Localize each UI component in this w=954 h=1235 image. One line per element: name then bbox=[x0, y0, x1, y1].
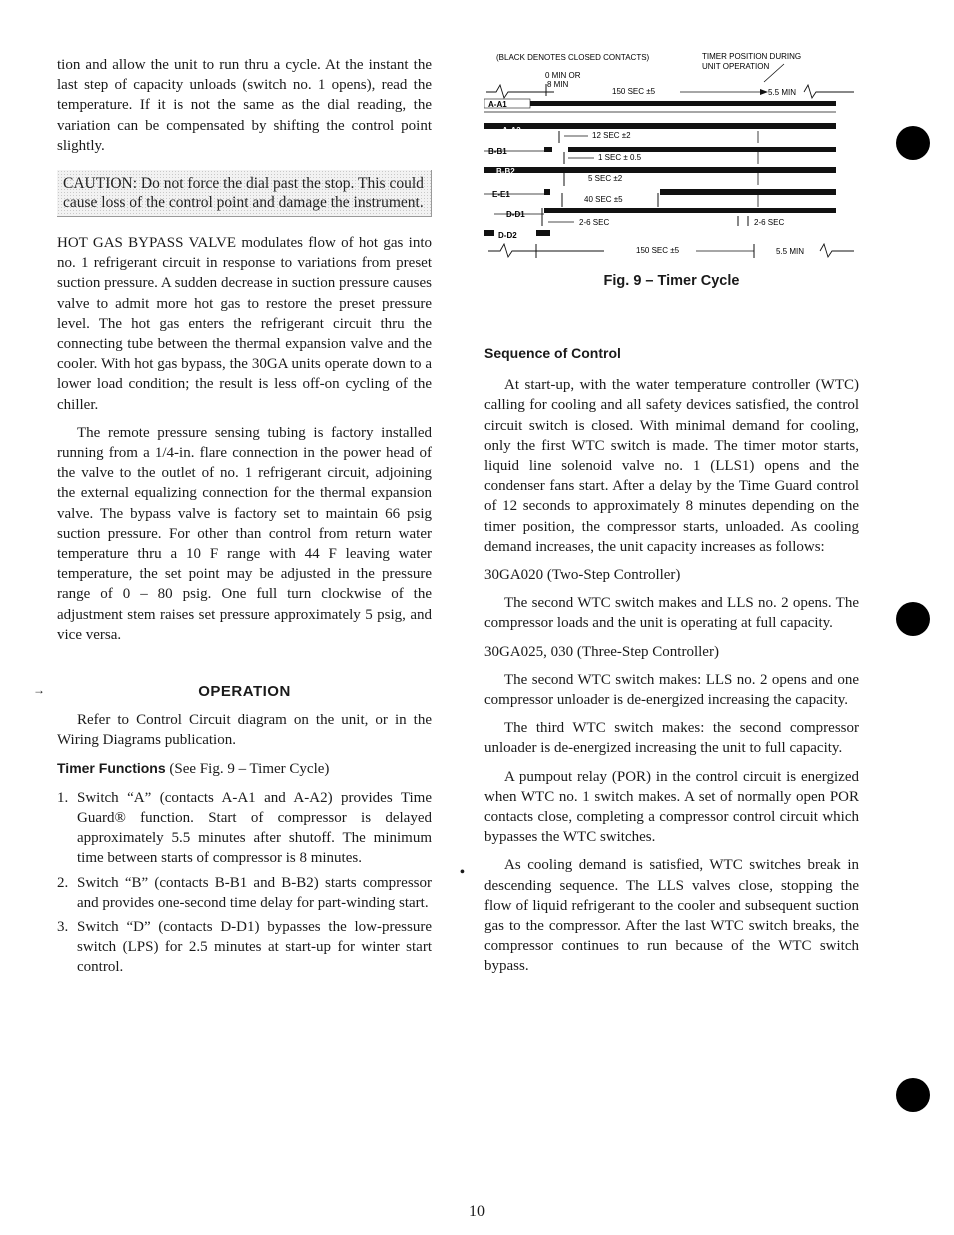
row-label-a-a2: A-A2 bbox=[502, 126, 521, 135]
refer-paragraph: Refer to Control Circuit diagram on the unit, or in the Wiring Diagrams publication. bbox=[57, 712, 432, 749]
timer-position-label-2: UNIT OPERATION bbox=[702, 62, 770, 71]
timer-cycle-diagram bbox=[484, 48, 864, 263]
d-d1-duration-right: 2-6 SEC bbox=[754, 218, 785, 227]
timer-functions-list bbox=[57, 788, 432, 978]
revision-arrow-icon: → bbox=[33, 683, 46, 698]
operation-heading bbox=[33, 683, 432, 701]
model-b-heading: 30GA025, 030 (Three-Step Controller) bbox=[484, 643, 719, 660]
model-a-heading: 30GA020 (Two-Step Controller) bbox=[484, 567, 681, 584]
model-b-paragraph-2: The third WTC switch makes: the second compressor unloader is de-energized increasing the unit to full capacity. bbox=[484, 720, 859, 757]
punch-hole-icon bbox=[896, 126, 930, 160]
punch-hole-icon bbox=[896, 1078, 930, 1112]
page-number: 10 bbox=[469, 1203, 485, 1220]
row-label-e-e1: E-E1 bbox=[492, 190, 510, 199]
revision-bullet-icon: • bbox=[460, 865, 465, 880]
row-label-d-d1: D-D1 bbox=[506, 210, 525, 219]
d-d1-duration: 2-6 SEC bbox=[579, 218, 610, 227]
punch-hole-icon bbox=[896, 602, 930, 636]
diagram-legend: (BLACK DENOTES CLOSED CONTACTS) bbox=[496, 53, 650, 62]
figure-caption: Fig. 9 – Timer Cycle bbox=[603, 273, 740, 289]
list-item: 1. Switch “A” (contacts A-A1 and A-A2) provides Time Guard® function. Start of compressor is delayed approximately 5.5 minutes after shutoff. The minimum time between starts of compressor is 8 minutes. bbox=[57, 789, 432, 867]
hot-gas-paragraph: HOT GAS BYPASS VALVE modulates flow of hot gas into no. 1 refrigerant circuit in response to variations from preset suction pressure. A sudden decrease in suction pressure causes valve to admit more hot gas to restore the preset pressure level. The hot gas enters the refrigerant circuit thru the connecting tube between the thermal expansion valve and the cooler. With hot gas bypass, the 30GA units operate down to a lower load condition; the result is less off-on cycling of the chiller. bbox=[57, 235, 432, 413]
pumpout-paragraph: A pumpout relay (POR) in the control circuit is energized when WTC no. 1 switch makes. A set of normally open POR contacts close, completing a compressor control circuit which bypasses the WTC switches. bbox=[484, 768, 859, 846]
intro-paragraph: tion and allow the unit to run thru a cycle. At the instant the last step of capacity unloads (switch no. 1 opens), read the temperature. If it is not the same as the dial reading, the variation can be compensated by shifting the control point slightly. bbox=[57, 57, 432, 154]
d-d1-bar bbox=[544, 208, 836, 213]
e-e1-duration: 40 SEC ±5 bbox=[584, 195, 623, 204]
a-a2-bar bbox=[484, 123, 836, 129]
start-label-2: 8 MIN bbox=[547, 80, 569, 89]
timer-functions-label: Timer Functions bbox=[57, 760, 166, 777]
sequence-heading: Sequence of Control bbox=[484, 345, 621, 361]
caution-box: CAUTION: Do not force the dial past the stop. This could cause loss of the control point and damage the instrument. bbox=[57, 170, 432, 217]
bottom-duration: 150 SEC ±5 bbox=[636, 246, 680, 255]
model-b-paragraph-1: The second WTC switch makes: LLS no. 2 opens and one compressor unloader is de-energized increasing the capacity. bbox=[484, 671, 859, 709]
remote-sensing-paragraph: The remote pressure sensing tubing is factory installed running from a 1/4-in. flare connection in the power head of the valve to the outlet of no. 1 refrigerant circuit, adjoining the external equalizing connection for the thermal expansion valve. The bypass valve is factory set to maintain 66 psig suction pressure. For other than control from return water temperature thru a 10 F range with 44 F leaving water temperature, the set point may be adjusted in the pressure range of 0 – 80 psig. One full turn clockwise of the adjustment stem raises set pressure approximately 5 psig, and vice versa. bbox=[57, 424, 432, 643]
bottom-end-label: 5.5 MIN bbox=[776, 247, 805, 256]
sequence-of-control-section bbox=[484, 343, 859, 985]
left-column bbox=[33, 55, 432, 982]
b-b1-duration: 1 SEC ± 0.5 bbox=[598, 153, 642, 162]
timer-functions-line bbox=[57, 758, 432, 779]
top-end-label: 5.5 MIN bbox=[768, 88, 797, 97]
list-item: 3. Switch “D” (contacts D-D1) bypasses the low-pressure switch (LPS) for 2.5 minutes at start-up for winter start control. bbox=[57, 918, 432, 976]
model-a-paragraph: The second WTC switch makes and LLS no. 2 opens. The compressor loads and the unit is operating at full capacity. bbox=[484, 595, 859, 632]
axis-bottom bbox=[488, 244, 604, 257]
a-a1-bar bbox=[484, 101, 836, 106]
b-b1-bar bbox=[544, 147, 836, 152]
list-item: 2. Switch “B” (contacts B-B1 and B-B2) starts compressor and provides one-second time delay for part-winding start. bbox=[57, 874, 432, 911]
start-label-1: 0 MIN OR bbox=[545, 71, 581, 80]
row-label-a-a1: A-A1 bbox=[488, 100, 507, 109]
top-duration: 150 SEC ±5 bbox=[612, 87, 656, 96]
b-b2-duration: 5 SEC ±2 bbox=[588, 174, 623, 183]
axis-top bbox=[486, 85, 554, 98]
timer-position-label-1: TIMER POSITION DURING bbox=[702, 52, 802, 61]
startup-paragraph: At start-up, with the water temperature controller (WTC) calling for cooling and all safety devices satisfied, the control circuit switch is closed. With minimal demand for cooling, only the first WTC switch is made. The timer motor starts, liquid line solenoid valve no. 1 (LLS1) opens and the condenser fans start. After a delay by the Time Guard control of 12 seconds to approximately 8 minutes depending on the timer position, the compressor starts, unloaded. As cooling demand increases, the unit capacity increases as follows: bbox=[484, 377, 859, 555]
row-label-d-d2: D-D2 bbox=[498, 231, 517, 240]
satisfied-paragraph: As cooling demand is satisfied, WTC switches break in descending sequence. The LLS valves close, stopping the flow of liquid refrigerant to the cooler and subsequent suction gas to the compressor. After the last WTC switch breaks, the compressor continues to run because of the WTC switch bypass. bbox=[484, 857, 859, 975]
a-a2-duration: 12 SEC ±2 bbox=[592, 131, 631, 140]
row-label-b-b1: B-B1 bbox=[488, 147, 507, 156]
b-b2-bar bbox=[484, 167, 836, 173]
timer-functions-ref: (See Fig. 9 – Timer Cycle) bbox=[165, 761, 330, 778]
row-label-b-b2: B-B2 bbox=[496, 167, 515, 176]
operation-heading-text: OPERATION bbox=[198, 683, 291, 701]
